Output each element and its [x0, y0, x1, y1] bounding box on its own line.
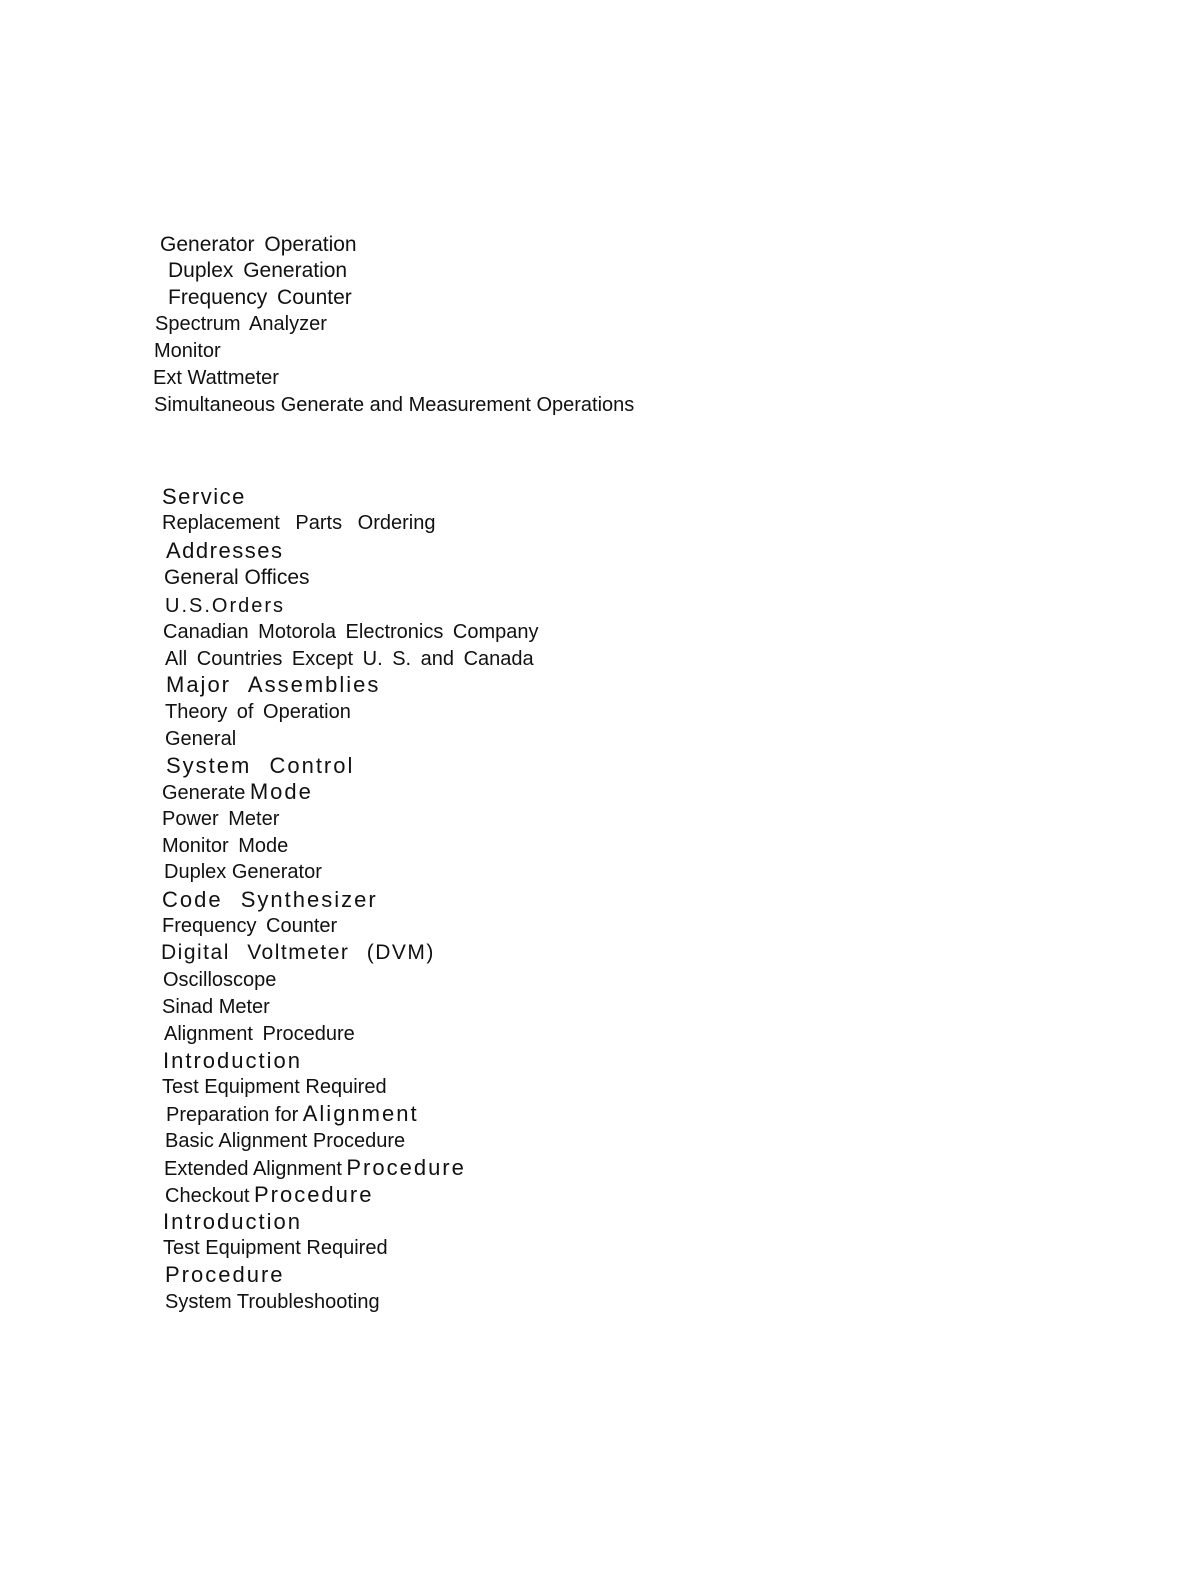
toc-entry-extended-alignment-word: Extended Alignment	[164, 1158, 342, 1180]
toc-entry-general-offices: General Offices	[164, 566, 310, 589]
toc-entry-frequency-counter-2: Frequency Counter	[162, 915, 338, 937]
toc-entry-generate-mode-word: Generate	[162, 782, 246, 804]
toc-entry-monitor-mode: Monitor Mode	[162, 835, 289, 857]
toc-entry-addresses: Addresses	[166, 538, 284, 563]
toc-entry-spectrum-analyzer: Spectrum Analyzer	[155, 313, 327, 335]
toc-entry-preparation-alignment-word: Alignment	[302, 1101, 419, 1126]
toc-entry-duplex-generator: Duplex Generator	[164, 861, 322, 883]
toc-entry-oscilloscope: Oscilloscope	[163, 969, 277, 991]
toc-entry-generate-mode-mode: Mode	[249, 779, 313, 804]
toc-entry-all-countries: All Countries Except U. S. and Canada	[165, 648, 534, 670]
toc-entry-procedure: Procedure	[165, 1262, 285, 1287]
toc-entry-introduction-2: Introduction	[163, 1209, 302, 1234]
toc-entry-generator-operation: Generator Operation	[160, 233, 357, 256]
toc-entry-simultaneous-operations: Simultaneous Generate and Measurement Operations	[154, 394, 635, 416]
toc-entry-preparation-for-word: Preparation for	[166, 1104, 299, 1126]
toc-entry-digital-voltmeter: Digital Voltmeter (DVM)	[161, 941, 435, 964]
toc-entry-general: General	[165, 728, 237, 750]
toc-entry-basic-alignment: Basic Alignment Procedure	[165, 1130, 406, 1152]
toc-entry-test-equipment-1: Test Equipment Required	[162, 1076, 387, 1098]
toc-entry-us-orders: U.S.Orders	[165, 595, 286, 617]
toc-entry-monitor: Monitor	[154, 340, 221, 362]
toc-entry-frequency-counter: Frequency Counter	[168, 286, 352, 309]
toc-entry-generate-mode	[162, 781, 313, 803]
toc-entry-duplex-generation: Duplex Generation	[168, 259, 348, 282]
toc-entry-introduction-1: Introduction	[163, 1048, 302, 1073]
toc-entry-preparation-for-alignment	[166, 1103, 419, 1125]
toc-entry-extended-procedure-word: Procedure	[346, 1155, 466, 1180]
toc-entry-code-synthesizer: Code Synthesizer	[162, 887, 378, 912]
toc-entry-checkout-procedure	[165, 1184, 373, 1206]
toc-entry-sinad-meter: Sinad Meter	[162, 996, 270, 1018]
toc-entry-test-equipment-2: Test Equipment Required	[163, 1237, 388, 1259]
toc-entry-major-assemblies: Major Assemblies	[166, 672, 381, 697]
toc-entry-theory-of-operation: Theory of Operation	[165, 701, 351, 723]
toc-entry-canadian-motorola: Canadian Motorola Electronics Company	[163, 621, 539, 643]
toc-entry-system-troubleshooting: System Troubleshooting	[165, 1291, 380, 1313]
toc-entry-system-control: System Control	[166, 753, 355, 778]
toc-entry-alignment-procedure: Alignment Procedure	[164, 1023, 355, 1045]
toc-entry-power-meter: Power Meter	[162, 808, 280, 830]
toc-entry-ext-wattmeter: Ext Wattmeter	[153, 367, 279, 389]
toc-entry-extended-alignment	[164, 1157, 466, 1179]
toc-entry-replacement-parts: Replacement Parts Ordering	[162, 512, 436, 534]
toc-entry-service: Service	[162, 484, 246, 509]
toc-entry-checkout-procedure-word: Procedure	[253, 1182, 374, 1207]
toc-entry-checkout-word: Checkout	[165, 1185, 250, 1207]
